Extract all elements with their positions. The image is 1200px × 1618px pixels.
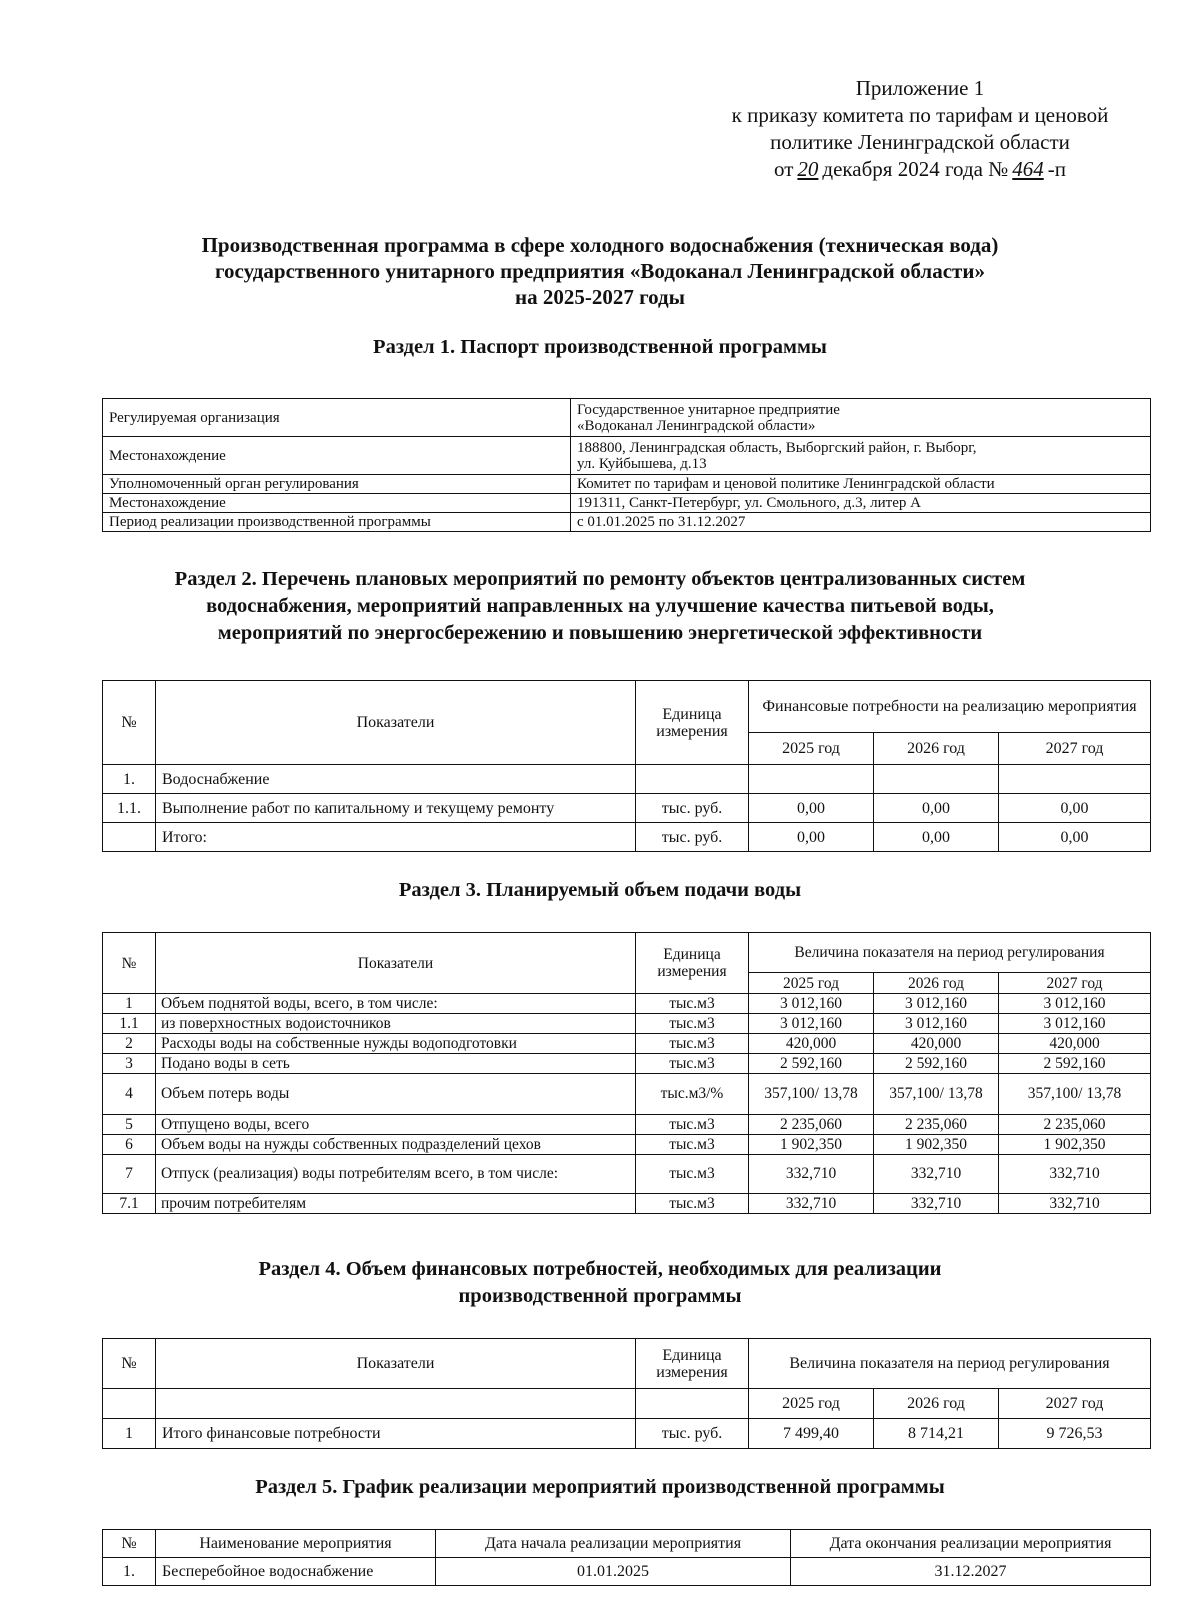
cell-num: 2 bbox=[103, 1034, 156, 1054]
col-header-unit: Единица измерения bbox=[636, 681, 749, 765]
document-title bbox=[100, 232, 1100, 310]
col-header-2027: 2027 год bbox=[999, 1389, 1151, 1419]
cell-2026: 0,00 bbox=[874, 823, 999, 852]
cell-unit: тыс.м3 bbox=[636, 1135, 749, 1155]
financial-needs-table bbox=[102, 1338, 1151, 1449]
col-header-2025: 2025 год bbox=[749, 733, 874, 765]
table-row bbox=[103, 513, 1151, 532]
cell-num: 1. bbox=[103, 1558, 156, 1586]
cell-unit: тыс.м3 bbox=[636, 1155, 749, 1194]
cell-2026: 332,710 bbox=[874, 1194, 999, 1214]
cell-num: 1.1. bbox=[103, 794, 156, 823]
cell-2025: 2 235,060 bbox=[749, 1115, 874, 1135]
passport-table bbox=[102, 398, 1151, 532]
table-row bbox=[103, 765, 1151, 794]
cell-2026 bbox=[874, 765, 999, 794]
col-header-2026: 2026 год bbox=[874, 733, 999, 765]
col-header-2026: 2026 год bbox=[874, 1389, 999, 1419]
section-4-title bbox=[100, 1256, 1100, 1310]
cell-2025: 7 499,40 bbox=[749, 1419, 874, 1449]
passport-label: Местонахождение bbox=[103, 437, 571, 475]
appendix-line-1: Приложение 1 bbox=[855, 76, 985, 100]
cell-2025: 420,000 bbox=[749, 1034, 874, 1054]
cell-unit: тыс.м3 bbox=[636, 1115, 749, 1135]
table-row bbox=[103, 1034, 1151, 1054]
appendix-date-line bbox=[690, 156, 1150, 183]
col-header-value: Величина показателя на период регулирования bbox=[749, 933, 1151, 973]
cell-2027: 420,000 bbox=[999, 1034, 1151, 1054]
cell-num: 1.1 bbox=[103, 1014, 156, 1034]
document-title-line-2: государственного унитарного предприятия «Водоканал Ленинградской области» bbox=[215, 259, 985, 283]
handwritten-day: 20 bbox=[797, 157, 819, 181]
cell-2025: 357,100/ 13,78 bbox=[749, 1074, 874, 1115]
cell-unit: тыс. руб. bbox=[636, 1419, 749, 1449]
col-header-indicator: Показатели bbox=[156, 681, 636, 765]
table-header-row bbox=[103, 1339, 1151, 1389]
col-header-finance: Финансовые потребности на реализацию мероприятия bbox=[749, 681, 1151, 733]
cell-2026: 8 714,21 bbox=[874, 1419, 999, 1449]
cell-num: 4 bbox=[103, 1074, 156, 1115]
cell-2027: 3 012,160 bbox=[999, 1014, 1151, 1034]
cell-2026: 2 235,060 bbox=[874, 1115, 999, 1135]
cell-2026: 2 592,160 bbox=[874, 1054, 999, 1074]
section-5-title: Раздел 5. График реализации мероприятий производственной программы bbox=[255, 1476, 945, 1498]
col-header-num: № bbox=[103, 1530, 156, 1558]
cell-indicator: Отпущено воды, всего bbox=[156, 1115, 636, 1135]
cell-2026: 0,00 bbox=[874, 794, 999, 823]
table-row bbox=[103, 1115, 1151, 1135]
cell-name: Бесперебойное водоснабжение bbox=[156, 1558, 436, 1586]
cell-indicator: Итого финансовые потребности bbox=[156, 1419, 636, 1449]
col-header-name: Наименование мероприятия bbox=[156, 1530, 436, 1558]
cell-unit bbox=[636, 765, 749, 794]
cell-num: 5 bbox=[103, 1115, 156, 1135]
cell-indicator: Итого: bbox=[156, 823, 636, 852]
col-header-2027: 2027 год bbox=[999, 973, 1151, 994]
table-header-row bbox=[103, 681, 1151, 733]
date-middle: декабря 2024 года № bbox=[822, 157, 1009, 181]
table-row bbox=[103, 1155, 1151, 1194]
cell-2027: 9 726,53 bbox=[999, 1419, 1151, 1449]
cell-2027: 2 235,060 bbox=[999, 1115, 1151, 1135]
table-row bbox=[103, 494, 1151, 513]
table-row bbox=[103, 1074, 1151, 1115]
table-row bbox=[103, 823, 1151, 852]
cell-2026: 357,100/ 13,78 bbox=[874, 1074, 999, 1115]
table-row bbox=[103, 1194, 1151, 1214]
cell-num: 7 bbox=[103, 1155, 156, 1194]
cell-2027 bbox=[999, 765, 1151, 794]
col-header-indicator: Показатели bbox=[156, 933, 636, 994]
col-header-value: Величина показателя на период регулирования bbox=[749, 1339, 1151, 1389]
cell-unit: тыс.м3 bbox=[636, 1194, 749, 1214]
col-header-num: № bbox=[103, 933, 156, 994]
empty-cell bbox=[156, 1389, 636, 1419]
cell-num: 6 bbox=[103, 1135, 156, 1155]
cell-indicator: Отпуск (реализация) воды потребителям всего, в том числе: bbox=[156, 1155, 636, 1194]
cell-2026: 332,710 bbox=[874, 1155, 999, 1194]
cell-2027: 0,00 bbox=[999, 794, 1151, 823]
table-row bbox=[103, 399, 1151, 437]
cell-indicator: Расходы воды на собственные нужды водоподготовки bbox=[156, 1034, 636, 1054]
cell-2027: 2 592,160 bbox=[999, 1054, 1151, 1074]
col-header-unit: Единица измерения bbox=[636, 933, 749, 994]
cell-indicator: Подано воды в сеть bbox=[156, 1054, 636, 1074]
section-1-title: Раздел 1. Паспорт производственной программы bbox=[373, 336, 827, 358]
section-4-title-line-1: Раздел 4. Объем финансовых потребностей, необходимых для реализации bbox=[258, 1258, 942, 1280]
cell-2026: 1 902,350 bbox=[874, 1135, 999, 1155]
cell-2027: 357,100/ 13,78 bbox=[999, 1074, 1151, 1115]
cell-2026: 3 012,160 bbox=[874, 994, 999, 1014]
cell-2027: 0,00 bbox=[999, 823, 1151, 852]
cell-2025: 332,710 bbox=[749, 1194, 874, 1214]
table-row bbox=[103, 437, 1151, 475]
section-2-title-line-3: мероприятий по энергосбережению и повышению энергетической эффективности bbox=[217, 622, 983, 644]
table-row bbox=[103, 794, 1151, 823]
cell-unit: тыс.м3 bbox=[636, 1034, 749, 1054]
cell-start: 01.01.2025 bbox=[436, 1558, 791, 1586]
section-2-title-line-2: водоснабжения, мероприятий направленных на улучшение качества питьевой воды, bbox=[206, 595, 994, 617]
handwritten-number: 464 bbox=[1012, 157, 1044, 181]
col-header-indicator: Показатели bbox=[156, 1339, 636, 1389]
cell-indicator: Водоснабжение bbox=[156, 765, 636, 794]
empty-cell bbox=[636, 1389, 749, 1419]
table-row bbox=[103, 1135, 1151, 1155]
col-header-start: Дата начала реализации мероприятия bbox=[436, 1530, 791, 1558]
passport-label: Период реализации производственной программы bbox=[103, 513, 571, 532]
cell-2027: 1 902,350 bbox=[999, 1135, 1151, 1155]
table-row bbox=[103, 1014, 1151, 1034]
number-suffix: -п bbox=[1047, 157, 1066, 181]
passport-value: 191311, Санкт-Петербург, ул. Смольного, д.3, литер А bbox=[571, 494, 1151, 513]
appendix-header bbox=[690, 75, 1150, 183]
cell-unit: тыс.м3 bbox=[636, 994, 749, 1014]
section-4-title-line-2: производственной программы bbox=[458, 1285, 742, 1307]
table-header-row bbox=[103, 933, 1151, 973]
cell-unit: тыс.м3 bbox=[636, 1054, 749, 1074]
appendix-line-2: к приказу комитета по тарифам и ценовой bbox=[731, 103, 1109, 127]
cell-indicator: Объем воды на нужды собственных подразделений цехов bbox=[156, 1135, 636, 1155]
cell-num: 3 bbox=[103, 1054, 156, 1074]
cell-indicator: из поверхностных водоисточников bbox=[156, 1014, 636, 1034]
cell-2025: 2 592,160 bbox=[749, 1054, 874, 1074]
cell-2027: 332,710 bbox=[999, 1194, 1151, 1214]
cell-2025: 0,00 bbox=[749, 794, 874, 823]
table-header-row bbox=[103, 1389, 1151, 1419]
section-3-title: Раздел 3. Планируемый объем подачи воды bbox=[398, 879, 802, 901]
cell-indicator: прочим потребителям bbox=[156, 1194, 636, 1214]
cell-unit: тыс. руб. bbox=[636, 823, 749, 852]
schedule-table bbox=[102, 1529, 1151, 1586]
cell-indicator: Объем поднятой воды, всего, в том числе: bbox=[156, 994, 636, 1014]
passport-label: Регулируемая организация bbox=[103, 399, 571, 437]
section-2-title bbox=[100, 566, 1100, 647]
col-header-2026: 2026 год bbox=[874, 973, 999, 994]
table-row bbox=[103, 1419, 1151, 1449]
passport-value: с 01.01.2025 по 31.12.2027 bbox=[571, 513, 1151, 532]
col-header-num: № bbox=[103, 1339, 156, 1389]
cell-num bbox=[103, 823, 156, 852]
water-supply-volume-table bbox=[102, 932, 1151, 1214]
table-row bbox=[103, 994, 1151, 1014]
cell-2025: 3 012,160 bbox=[749, 1014, 874, 1034]
table-row bbox=[103, 1054, 1151, 1074]
cell-2027: 332,710 bbox=[999, 1155, 1151, 1194]
appendix-line-3: политике Ленинградской области bbox=[770, 130, 1070, 154]
repair-measures-table bbox=[102, 680, 1151, 852]
passport-value: Комитет по тарифам и ценовой политике Ленинградской области bbox=[571, 475, 1151, 494]
cell-indicator: Выполнение работ по капитальному и текущему ремонту bbox=[156, 794, 636, 823]
cell-unit: тыс.м3/% bbox=[636, 1074, 749, 1115]
table-row bbox=[103, 475, 1151, 494]
col-header-num: № bbox=[103, 681, 156, 765]
cell-2025: 1 902,350 bbox=[749, 1135, 874, 1155]
col-header-2027: 2027 год bbox=[999, 733, 1151, 765]
document-title-line-3: на 2025-2027 годы bbox=[514, 285, 686, 309]
col-header-2025: 2025 год bbox=[749, 973, 874, 994]
cell-unit: тыс. руб. bbox=[636, 794, 749, 823]
cell-num: 7.1 bbox=[103, 1194, 156, 1214]
cell-2027: 3 012,160 bbox=[999, 994, 1151, 1014]
date-prefix: от bbox=[774, 157, 794, 181]
cell-indicator: Объем потерь воды bbox=[156, 1074, 636, 1115]
cell-end: 31.12.2027 bbox=[791, 1558, 1151, 1586]
cell-num: 1 bbox=[103, 994, 156, 1014]
section-2-title-line-1: Раздел 2. Перечень плановых мероприятий по ремонту объектов централизованных систем bbox=[174, 568, 1026, 590]
cell-2025: 3 012,160 bbox=[749, 994, 874, 1014]
empty-cell bbox=[103, 1389, 156, 1419]
col-header-2025: 2025 год bbox=[749, 1389, 874, 1419]
cell-2026: 3 012,160 bbox=[874, 1014, 999, 1034]
table-row bbox=[103, 1558, 1151, 1586]
cell-2026: 420,000 bbox=[874, 1034, 999, 1054]
passport-label: Уполномоченный орган регулирования bbox=[103, 475, 571, 494]
cell-2025: 332,710 bbox=[749, 1155, 874, 1194]
cell-num: 1 bbox=[103, 1419, 156, 1449]
cell-2025 bbox=[749, 765, 874, 794]
passport-value: Государственное унитарное предприятие «Водоканал Ленинградской области» bbox=[571, 399, 1151, 437]
cell-unit: тыс.м3 bbox=[636, 1014, 749, 1034]
passport-label: Местонахождение bbox=[103, 494, 571, 513]
passport-value: 188800, Ленинградская область, Выборгский район, г. Выборг, ул. Куйбышева, д.13 bbox=[571, 437, 1151, 475]
cell-2025: 0,00 bbox=[749, 823, 874, 852]
table-header-row bbox=[103, 1530, 1151, 1558]
col-header-end: Дата окончания реализации мероприятия bbox=[791, 1530, 1151, 1558]
col-header-unit: Единица измерения bbox=[636, 1339, 749, 1389]
document-title-line-1: Производственная программа в сфере холодного водоснабжения (техническая вода) bbox=[201, 233, 999, 257]
cell-num: 1. bbox=[103, 765, 156, 794]
